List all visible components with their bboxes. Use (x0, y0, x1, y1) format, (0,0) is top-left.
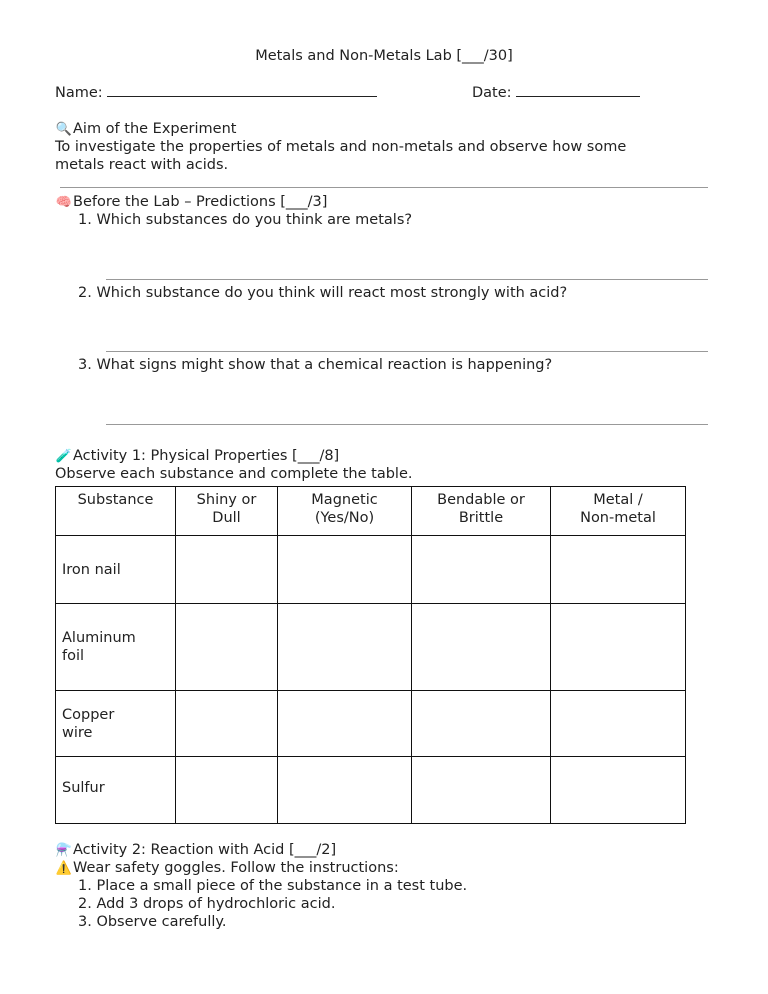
header-shiny: Shiny or Dull (176, 487, 278, 536)
aim-heading-text: Aim of the Experiment (73, 121, 237, 137)
table-row (56, 536, 686, 604)
test-tube-icon: 🧪 (55, 449, 73, 464)
page-title: Metals and Non-Metals Lab [___/30] (255, 48, 513, 64)
warning-text: Wear safety goggles. Follow the instructions: (73, 860, 399, 876)
step-1: 1. Place a small piece of the substance in a test tube. (78, 878, 468, 894)
activity1-heading (55, 448, 339, 464)
answer-cell[interactable] (278, 757, 412, 824)
answer-cell[interactable] (412, 604, 551, 691)
divider (60, 187, 708, 188)
answer-cell[interactable] (176, 757, 278, 824)
answer-cell[interactable] (551, 604, 686, 691)
name-field[interactable] (55, 85, 377, 101)
date-label: Date: (472, 85, 512, 101)
aim-text-line2: metals react with acids. (55, 157, 229, 173)
properties-table (55, 486, 686, 824)
answer-cell[interactable] (176, 691, 278, 757)
aim-text-line1: To investigate the properties of metals and non-metals and observe how some (55, 139, 627, 155)
warning-icon: ⚠️ (55, 861, 73, 876)
question-1: 1. Which substances do you think are metals? (78, 212, 413, 228)
answer-cell[interactable] (278, 604, 412, 691)
table-row (56, 691, 686, 757)
answer-cell[interactable] (278, 536, 412, 604)
header-metal: Metal / Non-metal (551, 487, 686, 536)
table-row (56, 604, 686, 691)
table-row (56, 757, 686, 824)
answer-cell[interactable] (412, 757, 551, 824)
date-blank[interactable] (516, 96, 640, 97)
question-3: 3. What signs might show that a chemical reaction is happening? (78, 357, 553, 373)
activity2-heading (55, 842, 336, 858)
answer-cell[interactable] (176, 604, 278, 691)
brain-icon: 🧠 (55, 195, 73, 210)
magnifier-icon: 🔍 (55, 122, 73, 137)
name-label: Name: (55, 85, 103, 101)
activity1-heading-text: Activity 1: Physical Properties [___/8] (73, 448, 340, 464)
header-bendable: Bendable or Brittle (412, 487, 551, 536)
substance-cell: Iron nail (56, 536, 176, 604)
safety-warning (55, 860, 399, 876)
flask-icon: ⚗️ (55, 843, 73, 858)
substance-cell: Copper wire (56, 691, 176, 757)
answer-cell[interactable] (412, 691, 551, 757)
answer-cell[interactable] (176, 536, 278, 604)
answer-cell[interactable] (551, 757, 686, 824)
substance-cell: Aluminum foil (56, 604, 176, 691)
answer-cell[interactable] (278, 691, 412, 757)
header-magnetic: Magnetic (Yes/No) (278, 487, 412, 536)
activity2-heading-text: Activity 2: Reaction with Acid [___/2] (73, 842, 337, 858)
date-field[interactable] (472, 85, 640, 101)
aim-heading (55, 121, 236, 137)
name-blank[interactable] (107, 96, 377, 97)
answer-cell[interactable] (412, 536, 551, 604)
header-substance: Substance (56, 487, 176, 536)
predictions-heading-text: Before the Lab – Predictions [___/3] (73, 194, 328, 210)
step-2: 2. Add 3 drops of hydrochloric acid. (78, 896, 336, 912)
predictions-heading (55, 194, 327, 210)
question-2: 2. Which substance do you think will react most strongly with acid? (78, 285, 568, 301)
activity1-instruction: Observe each substance and complete the table. (55, 466, 413, 482)
substance-cell: Sulfur (56, 757, 176, 824)
answer-line-1[interactable] (106, 279, 708, 280)
answer-cell[interactable] (551, 691, 686, 757)
answer-line-2[interactable] (106, 351, 708, 352)
answer-cell[interactable] (551, 536, 686, 604)
step-3: 3. Observe carefully. (78, 914, 227, 930)
table-header-row (56, 487, 686, 536)
answer-line-3[interactable] (106, 424, 708, 425)
